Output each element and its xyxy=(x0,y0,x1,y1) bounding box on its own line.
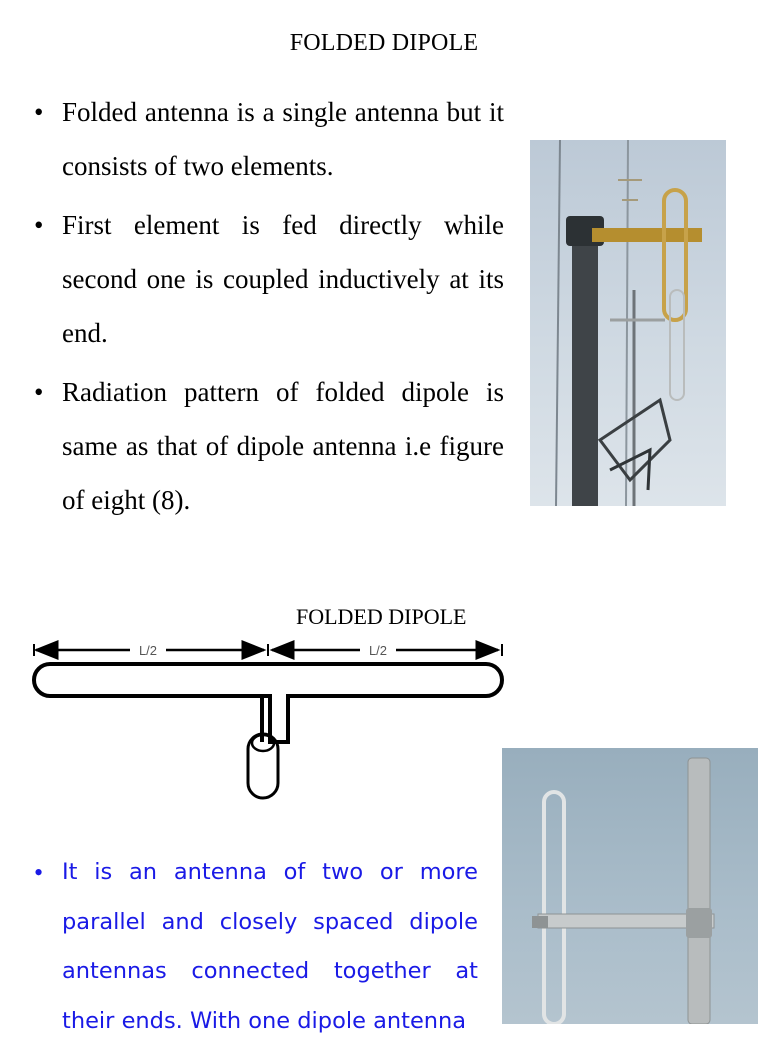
bullet-item: • First element is fed directly while second one is coupled inductively at its end. xyxy=(34,198,504,360)
bullet-list xyxy=(34,85,504,532)
vertical-folded-dipole-illustration xyxy=(502,748,758,1024)
folded-dipole-schematic xyxy=(30,638,510,806)
folded-dipole-photo xyxy=(530,140,726,506)
description-line: • It is an antenna of two or more xyxy=(34,848,478,898)
description-line: parallel and closely spaced dipole xyxy=(62,908,478,935)
antenna-mast-illustration xyxy=(530,140,726,506)
bullet-item: • Folded antenna is a single antenna but it consists of two elements. xyxy=(34,85,504,193)
diagram-title: FOLDED DIPOLE xyxy=(296,604,467,629)
description-list xyxy=(34,848,478,1046)
bullet-item: • Radiation pattern of folded dipole is same as that of dipole antenna i.e figure of eight (8). xyxy=(34,365,504,527)
description-line: antennas connected together at xyxy=(62,958,478,985)
vertical-dipole-photo xyxy=(502,748,758,1024)
folded-dipole-diagram xyxy=(30,638,510,806)
page-title: FOLDED DIPOLE xyxy=(289,30,479,56)
description-line: their ends. With one dipole antenna xyxy=(62,1007,467,1034)
length-label-right: L/2 xyxy=(368,643,388,658)
length-label-left: L/2 xyxy=(138,643,158,658)
